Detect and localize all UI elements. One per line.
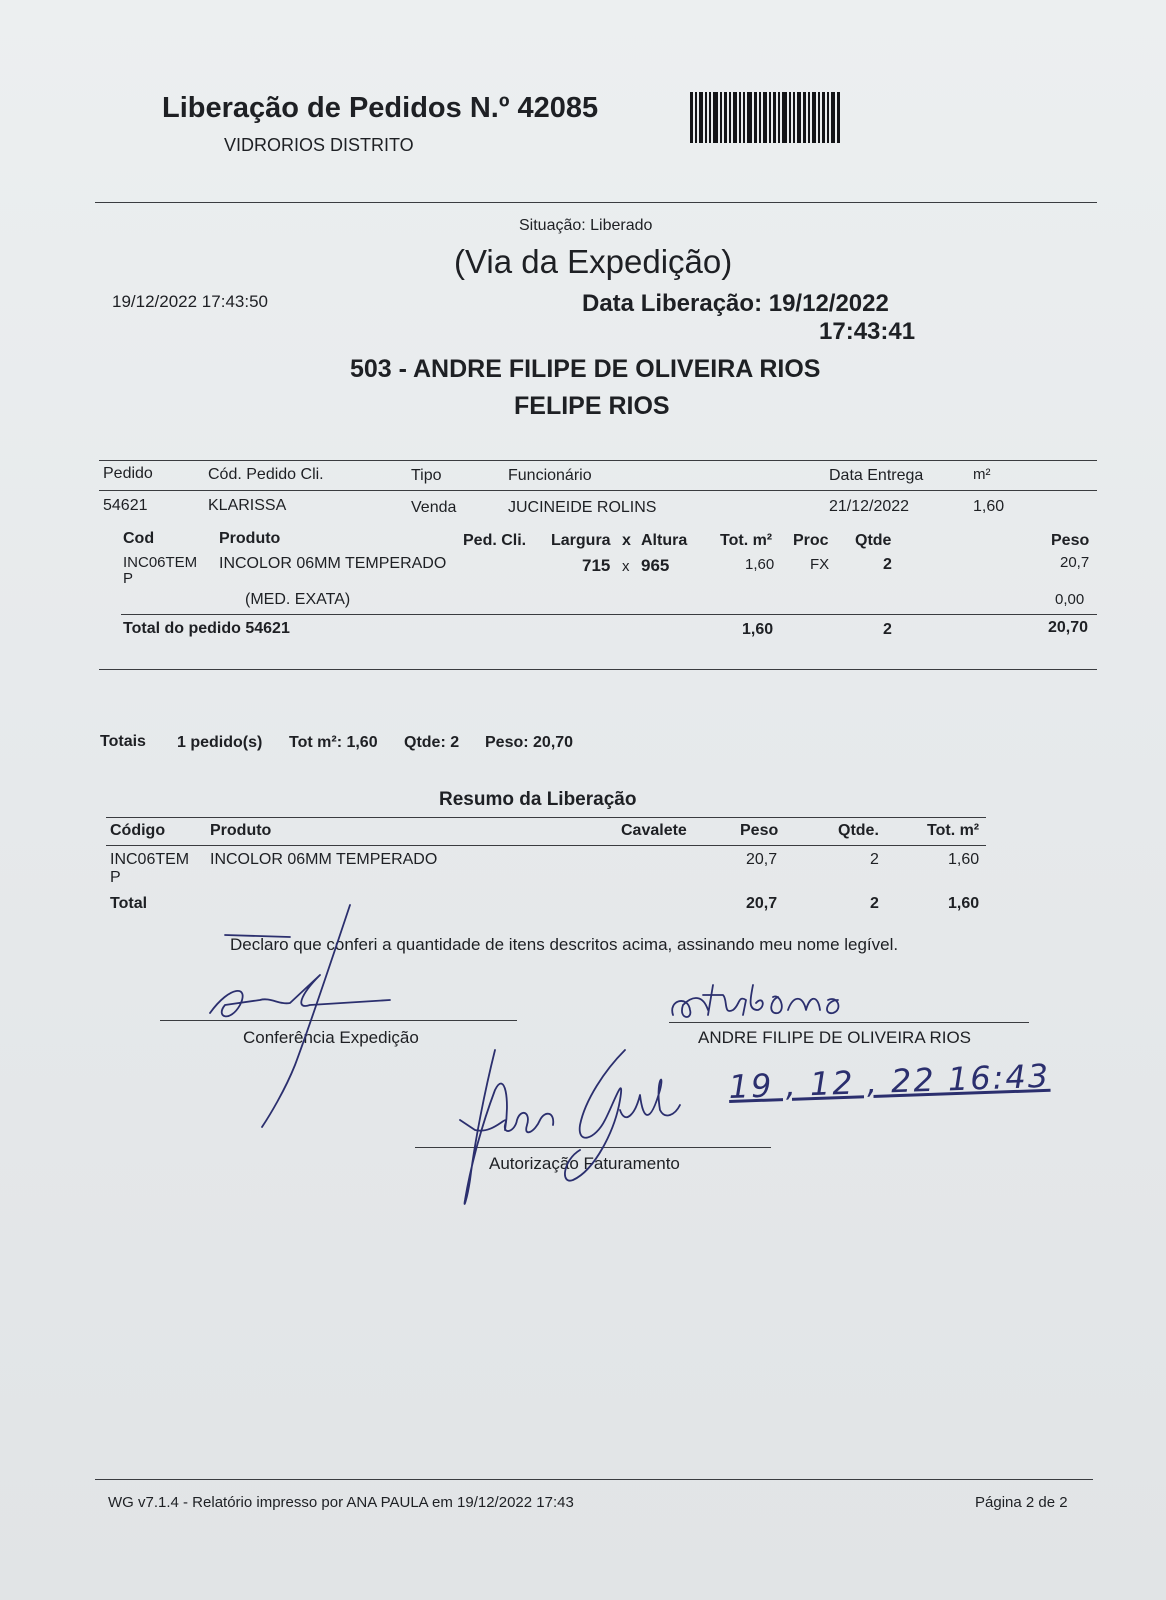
resumo-header-produto: Produto — [210, 822, 272, 839]
footer-rule — [95, 1479, 1093, 1480]
order-tipo: Venda — [411, 499, 457, 516]
item-header-ped-cli: Ped. Cli. — [463, 532, 527, 549]
conferencia-label: Conferência Expedição — [243, 1028, 419, 1047]
col-header-cod-pedido-cli: Cód. Pedido Cli. — [208, 466, 324, 483]
resumo-header-tot-m2: Tot. m² — [927, 822, 980, 839]
col-header-data-entrega: Data Entrega — [829, 467, 924, 484]
item-x: x — [622, 558, 630, 575]
order-cod-pedido-cli: KLARISSA — [208, 497, 287, 514]
footer-report: WG v7.1.4 - Relatório impresso por ANA PAULA em 19/12/2022 17:43 — [108, 1494, 574, 1511]
client-name: FELIPE RIOS — [514, 392, 670, 420]
resumo-qtde: 2 — [870, 851, 879, 868]
item-tot-m2: 1,60 — [745, 556, 775, 573]
totals-qtde: Qtde: 2 — [404, 734, 460, 751]
item-proc: FX — [810, 556, 830, 573]
declaration-text: Declaro que conferi a quantidade de itens descritos acima, assinando meu nome legível. — [230, 935, 899, 954]
resumo-header-codigo: Código — [110, 822, 166, 839]
item-header-proc: Proc — [793, 532, 829, 549]
item-header-produto: Produto — [219, 530, 281, 547]
order-table-bottom-rule — [99, 669, 1097, 670]
conferencia-signature-drawing — [200, 905, 400, 1135]
item-header-tot-m2: Tot. m² — [720, 532, 773, 549]
col-header-funcionario: Funcionário — [508, 467, 592, 484]
item-largura: 715 — [582, 556, 611, 575]
col-header-m2: m² — [973, 466, 991, 483]
resumo-codigo: INC06TEM — [110, 851, 190, 868]
item-header-peso: Peso — [1051, 532, 1090, 549]
barcode-icon — [690, 92, 866, 143]
totals-pedidos: 1 pedido(s) — [177, 734, 263, 751]
totals-label: Totais — [100, 733, 146, 750]
company-name: VIDRORIOS DISTRITO — [224, 135, 414, 155]
totals-peso: Peso: 20,70 — [485, 734, 574, 751]
resumo-header-qtde: Qtde. — [838, 822, 879, 839]
resumo-header-peso: Peso — [740, 822, 779, 839]
order-total-qtde: 2 — [883, 621, 892, 638]
item-cod: INC06TEM — [123, 554, 198, 571]
totals-m2: Tot m²: 1,60 — [289, 734, 378, 751]
resumo-total-qtde: 2 — [870, 895, 879, 912]
order-table-header-rule — [99, 490, 1097, 491]
sub-item-peso: 0,00 — [1055, 591, 1085, 608]
copy-type: (Via da Expedição) — [454, 243, 733, 280]
resumo-total-tot-m2: 1,60 — [948, 895, 980, 912]
col-header-pedido: Pedido — [103, 465, 153, 482]
order-pedido: 54621 — [103, 497, 148, 514]
resumo-header-cavalete: Cavalete — [621, 822, 687, 839]
order-funcionario: JUCINEIDE ROLINS — [508, 499, 657, 516]
sub-item-produto: (MED. EXATA) — [245, 591, 351, 608]
resumo-produto: INCOLOR 06MM TEMPERADO — [210, 851, 438, 868]
item-produto: INCOLOR 06MM TEMPERADO — [219, 555, 447, 572]
resumo-total-label: Total — [110, 895, 148, 912]
autorizacao-signature-drawing — [455, 1050, 685, 1210]
release-date: Data Liberação: 19/12/2022 — [582, 290, 889, 317]
order-table-top-rule — [99, 460, 1097, 461]
item-header-x: x — [622, 532, 631, 549]
release-time: 17:43:41 — [819, 318, 916, 345]
order-total-peso: 20,70 — [1048, 619, 1089, 636]
resumo-top-rule — [106, 817, 986, 818]
client-signature-drawing — [668, 965, 868, 1025]
resumo-codigo-continued: P — [110, 869, 121, 886]
item-cod-continued: P — [123, 570, 134, 587]
document-title: Liberação de Pedidos N.º 42085 — [162, 92, 599, 124]
header-divider — [95, 202, 1097, 203]
footer-page-number: Página 2 de 2 — [975, 1494, 1068, 1511]
items-total-rule — [121, 614, 1097, 615]
col-header-tipo: Tipo — [411, 467, 442, 484]
item-altura: 965 — [641, 556, 670, 575]
order-total-m2: 1,60 — [742, 621, 774, 638]
resumo-tot-m2: 1,60 — [948, 851, 980, 868]
item-header-largura: Largura — [551, 532, 611, 549]
order-m2: 1,60 — [973, 498, 1005, 515]
resumo-header-rule — [106, 845, 986, 846]
item-header-cod: Cod — [123, 530, 155, 547]
resumo-total-peso: 20,7 — [746, 895, 778, 912]
autorizacao-label: Autorização Faturamento — [489, 1154, 680, 1173]
resumo-title: Resumo da Liberação — [439, 789, 637, 810]
item-header-qtde: Qtde — [855, 532, 892, 549]
item-peso: 20,7 — [1060, 554, 1090, 571]
status-text: Situação: Liberado — [519, 217, 653, 234]
handwritten-date: 19 , 12 , 22 16:43 — [728, 1056, 1051, 1106]
client-line: 503 - ANDRE FILIPE DE OLIVEIRA RIOS — [350, 355, 821, 383]
order-data-entrega: 21/12/2022 — [829, 498, 910, 515]
item-header-altura: Altura — [641, 532, 688, 549]
print-datetime: 19/12/2022 17:43:50 — [112, 292, 268, 311]
resumo-peso: 20,7 — [746, 851, 778, 868]
item-qtde: 2 — [883, 556, 892, 573]
order-total-label: Total do pedido 54621 — [123, 620, 290, 637]
client-signature-label: ANDRE FILIPE DE OLIVEIRA RIOS — [698, 1028, 972, 1047]
